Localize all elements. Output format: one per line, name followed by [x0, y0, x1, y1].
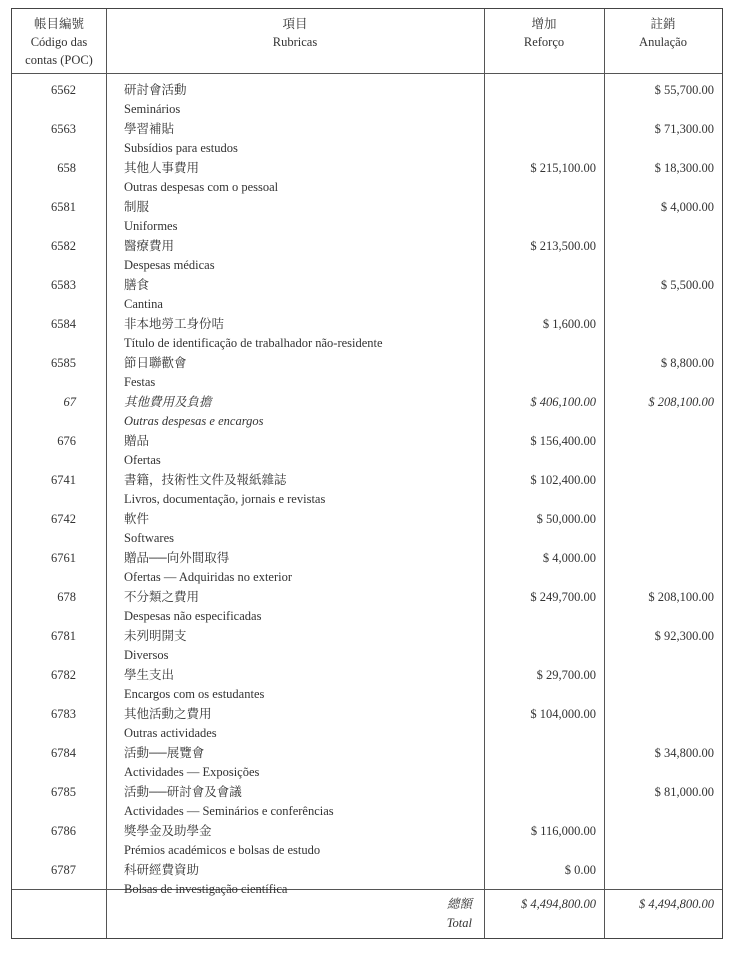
item-name-zh: 學習補貼: [124, 122, 175, 136]
account-code: 6742: [51, 512, 76, 526]
account-code: 6563: [51, 122, 76, 136]
account-code: 67: [63, 395, 76, 409]
increase-amount: $ 406,100.00: [530, 395, 596, 409]
table-row: [12, 81, 722, 120]
header-divider: [12, 73, 722, 74]
item-name-pt: Livros, documentação, jornais e revistas: [124, 492, 326, 506]
item-name-pt: Título de identificação de trabalhador não-residente: [124, 336, 383, 350]
item-name-pt: Subsídios para estudos: [124, 141, 238, 155]
item-name-zh: 書籍，技術性文件及報紙雜誌: [124, 473, 287, 487]
item-name-zh: 軟件: [124, 512, 150, 526]
total-label: 總額 Total: [446, 897, 472, 930]
item-name-pt: Despesas médicas: [124, 258, 215, 272]
table-row: [12, 666, 722, 705]
increase-amount: $ 50,000.00: [536, 512, 596, 526]
increase-amount: $ 213,500.00: [530, 239, 596, 253]
item-name-zh: 學生支出: [124, 668, 175, 682]
header-annulment: 註銷 Anulação: [639, 17, 687, 49]
account-code: 6781: [51, 629, 76, 643]
annulment-amount: $ 8,800.00: [660, 356, 714, 370]
item-name-pt: Ofertas: [124, 453, 161, 467]
item-name-pt: Cantina: [124, 297, 163, 311]
item-name-zh: 不分類之費用: [124, 590, 200, 604]
increase-amount: $ 102,400.00: [530, 473, 596, 487]
table-row: [12, 822, 722, 861]
item-name-pt: Softwares: [124, 531, 174, 545]
table-row: [12, 549, 722, 588]
item-name-zh: 其他人事費用: [124, 161, 200, 175]
account-code: 6787: [51, 863, 76, 877]
increase-amount: $ 215,100.00: [530, 161, 596, 175]
increase-amount: $ 4,000.00: [542, 551, 596, 565]
item-name-zh: 獎學金及助學金: [124, 824, 212, 838]
annulment-amount: $ 55,700.00: [654, 83, 714, 97]
header-increase: 增加 Reforço: [523, 17, 565, 49]
item-name-pt: Bolsas de investigação científica: [124, 882, 288, 896]
item-name-pt: Prémios académicos e bolsas de estudo: [124, 843, 321, 857]
account-code: 6785: [51, 785, 76, 799]
increase-amount: $ 1,600.00: [542, 317, 596, 331]
item-name-pt: Actividades — Exposições: [124, 765, 260, 779]
table-row: [12, 744, 722, 783]
item-name-pt: Outras despesas e encargos: [124, 414, 264, 428]
table-row: [12, 198, 722, 237]
item-name-pt: Despesas não especificadas: [124, 609, 262, 623]
item-name-zh: 節日聯歡會: [124, 356, 187, 370]
item-name-zh: 研討會活動: [124, 83, 187, 97]
item-name-zh: 贈品: [124, 434, 150, 448]
table-row: [12, 159, 722, 198]
table-row: [12, 120, 722, 159]
account-code: 6782: [51, 668, 76, 682]
item-name-pt: Diversos: [124, 648, 169, 662]
account-code: 6581: [51, 200, 76, 214]
annulment-amount: $ 5,500.00: [660, 278, 714, 292]
table-row: [12, 315, 722, 354]
account-code: 6783: [51, 707, 76, 721]
account-code: 6761: [51, 551, 76, 565]
account-code: 6741: [51, 473, 76, 487]
increase-amount: $ 29,700.00: [536, 668, 596, 682]
table-row: [12, 354, 722, 393]
item-name-zh: 非本地勞工身份咭: [124, 317, 225, 331]
item-name-zh: 其他活動之費用: [124, 707, 212, 721]
item-name-pt: Encargos com os estudantes: [124, 687, 265, 701]
account-code: 678: [57, 590, 76, 604]
item-name-zh: 活動──展覽會: [124, 746, 205, 760]
account-code: 658: [57, 161, 76, 175]
item-name-pt: Actividades — Seminários e conferências: [124, 804, 334, 818]
annulment-amount: $ 4,000.00: [660, 200, 714, 214]
account-code: 6584: [51, 317, 76, 331]
table-row: [12, 705, 722, 744]
account-code: 6786: [51, 824, 76, 838]
item-name-zh: 科研經費資助: [124, 863, 200, 877]
item-name-pt: Ofertas — Adquiridas no exterior: [124, 570, 293, 584]
account-code: 6562: [51, 83, 76, 97]
item-name-pt: Seminários: [124, 102, 181, 116]
increase-amount: $ 156,400.00: [530, 434, 596, 448]
account-code: 676: [57, 434, 76, 448]
account-code: 6585: [51, 356, 76, 370]
account-code: 6582: [51, 239, 76, 253]
item-name-zh: 贈品──向外間取得: [124, 551, 230, 565]
increase-amount: $ 0.00: [564, 863, 596, 877]
account-code: 6784: [51, 746, 76, 760]
table-row: [12, 588, 722, 627]
item-name-zh: 膳食: [124, 278, 150, 292]
item-name-pt: Outras despesas com o pessoal: [124, 180, 279, 194]
item-name-pt: Uniformes: [124, 219, 178, 233]
table-row: [12, 237, 722, 276]
table-row: [12, 276, 722, 315]
table-row: [12, 432, 722, 471]
item-name-zh: 其他費用及負擔: [124, 395, 212, 409]
table-row: [12, 627, 722, 666]
increase-amount: $ 249,700.00: [530, 590, 596, 604]
item-name-zh: 活動──研討會及會議: [124, 785, 242, 799]
header-item: 項目 Rubricas: [272, 17, 318, 49]
annulment-amount: $ 71,300.00: [654, 122, 714, 136]
table-row: [12, 783, 722, 822]
budget-table: [11, 8, 723, 939]
account-code: 6583: [51, 278, 76, 292]
header-code: 帳目編號 Código das contas (POC): [25, 17, 93, 67]
annulment-amount: $ 208,100.00: [648, 590, 714, 604]
annulment-amount: $ 81,000.00: [654, 785, 714, 799]
increase-amount: $ 104,000.00: [530, 707, 596, 721]
item-name-pt: Festas: [124, 375, 156, 389]
total-annulment: $ 4,494,800.00: [639, 897, 714, 911]
table-row: [12, 471, 722, 510]
total-increase: $ 4,494,800.00: [521, 897, 596, 911]
table-row: [12, 393, 722, 432]
annulment-amount: $ 208,100.00: [648, 395, 714, 409]
annulment-amount: $ 92,300.00: [654, 629, 714, 643]
annulment-amount: $ 34,800.00: [654, 746, 714, 760]
item-name-zh: 醫療費用: [124, 239, 175, 253]
item-name-zh: 未列明開支: [124, 629, 187, 643]
item-name-zh: 制服: [124, 200, 150, 214]
annulment-amount: $ 18,300.00: [654, 161, 714, 175]
increase-amount: $ 116,000.00: [530, 824, 596, 838]
table-row: [12, 510, 722, 549]
item-name-pt: Outras actividades: [124, 726, 217, 740]
